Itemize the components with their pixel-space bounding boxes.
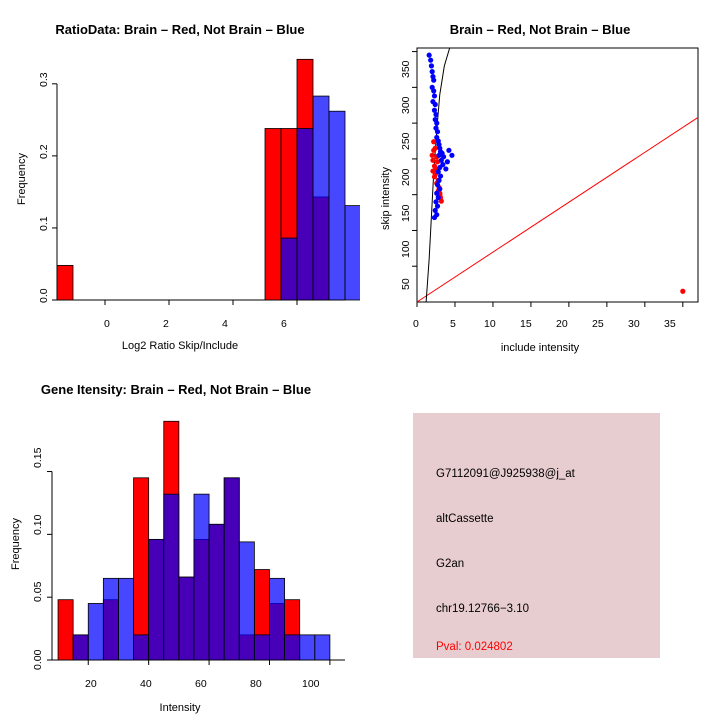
gene-ylabel: Frequency — [10, 518, 22, 570]
ratio-xtick-0: 0 — [104, 318, 110, 330]
info-line-gene-symbol: G2an — [436, 558, 465, 570]
info-line-pval: Pval: 0.024802 — [436, 641, 513, 653]
ratio-xtick-3: 6 — [281, 318, 287, 330]
gene-xlabel: Intensity — [159, 702, 201, 714]
scatter-plot — [360, 0, 720, 360]
scatter-xtick-5: 5 — [450, 318, 456, 330]
scatter-ylabel: skip intensity — [380, 167, 392, 230]
scatter-title: Brain – Red, Not Brain – Blue — [449, 22, 631, 37]
ratio-ytick-2: 0.2 — [38, 144, 50, 159]
scatter-xtick-25: 25 — [592, 318, 604, 330]
gene-ytick-3: 0.15 — [32, 447, 44, 468]
ratio-histogram-title: RatioData: Brain – Red, Not Brain – Blue — [55, 22, 305, 37]
ratio-histogram-panel — [0, 0, 360, 360]
scatter-xtick-35: 35 — [664, 318, 676, 330]
gene-ytick-0: 0.00 — [32, 649, 44, 670]
scatter-ytick-350: 350 — [400, 60, 412, 78]
gene-xtick-20: 20 — [85, 678, 97, 690]
gene-xtick-100: 100 — [302, 678, 320, 690]
ratio-ytick-3: 0.3 — [38, 72, 50, 87]
scatter-xtick-10: 10 — [484, 318, 496, 330]
scatter-xtick-30: 30 — [628, 318, 640, 330]
scatter-xlabel: include intensity — [500, 342, 580, 354]
gene-xtick-40: 40 — [140, 678, 152, 690]
info-line-probeset: G7112091@J925938@j_at — [436, 468, 575, 480]
gene-intensity-title: Gene Itensity: Brain – Red, Not Brain – Blue — [40, 382, 312, 397]
scatter-xtick-15: 15 — [520, 318, 532, 330]
gene-ytick-1: 0.05 — [32, 581, 44, 602]
gene-xtick-80: 80 — [250, 678, 262, 690]
scatter-ytick-200: 200 — [400, 168, 412, 186]
scatter-ytick-150: 150 — [400, 204, 412, 222]
scatter-ytick-100: 100 — [400, 240, 412, 258]
gene-info-panel — [413, 413, 660, 658]
ratio-histogram-ylabel: Frequency — [16, 153, 28, 205]
ratio-histogram-xlabel: Log2 Ratio Skip/Include — [121, 340, 239, 352]
gene-intensity-plot — [0, 360, 360, 720]
ratio-ytick-1: 0.1 — [38, 216, 50, 231]
info-line-event-type: altCassette — [436, 513, 494, 525]
gene-xtick-60: 60 — [195, 678, 207, 690]
gene-ytick-2: 0.10 — [32, 514, 44, 535]
scatter-xtick-0: 0 — [413, 318, 419, 330]
scatter-ytick-300: 300 — [400, 96, 412, 114]
ratio-ytick-0: 0.0 — [38, 288, 50, 303]
ratio-histogram-plot — [0, 0, 360, 360]
ratio-xtick-1: 2 — [163, 318, 169, 330]
scatter-ytick-50: 50 — [400, 278, 412, 290]
info-line-location: chr19.12766−3.10 — [436, 603, 530, 615]
ratio-xtick-2: 4 — [222, 318, 228, 330]
gene-intensity-panel — [0, 360, 360, 720]
scatter-xtick-20: 20 — [556, 318, 568, 330]
intensity-scatter-panel — [360, 0, 720, 360]
scatter-ytick-250: 250 — [400, 132, 412, 150]
